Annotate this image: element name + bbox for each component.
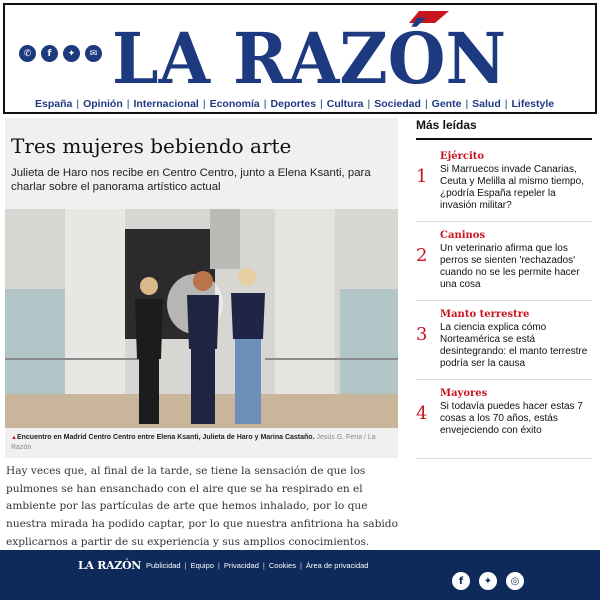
twitter-icon[interactable]: ✦ (63, 45, 80, 62)
item-headline[interactable]: Un veterinario afirma que los perros se sienten 'rechazados' cuando no se les permite hacer una cosa (440, 243, 580, 290)
rank-number: 3 (416, 324, 428, 345)
rank-number: 1 (416, 166, 428, 187)
article-body: Hay veces que, al final de la tarde, se tiene la sensación de que los pulmones se han ensanchado con el aire que se ha respirado en el ambiente por las partículas de arte que hemos inhalado, por lo que nuestra mirada ha podido captar, por lo que nuestra anfitriona ha sabido explicarnos a partir de su experiencia y sus amplios conocimientos. (6, 465, 398, 548)
site-footer (0, 550, 600, 600)
nav-item-internacional[interactable]: Internacional (133, 98, 199, 110)
header-social (19, 45, 102, 62)
item-headline[interactable]: Si todavía puedes hacer estas 7 cosas a los 70 años, estás envejeciendo con éxito (440, 401, 583, 436)
footer-link-area-privacidad[interactable]: Área de privacidad (305, 561, 369, 570)
item-category[interactable]: Manto terrestre (440, 309, 530, 320)
item-headline[interactable]: Si Marruecos invade Canarias, Ceuta y Melilla al mismo tiempo, ¿podría España repeler la invasión militar? (440, 164, 584, 211)
nav-item-opinion[interactable]: Opinión (83, 98, 123, 110)
nav-item-gente[interactable]: Gente (431, 98, 462, 110)
most-read-sidebar (416, 118, 592, 459)
most-read-title: Más leídas (416, 118, 592, 140)
article-header (5, 118, 398, 209)
footer-link-privacidad[interactable]: Privacidad (223, 561, 259, 570)
footer-links: Publicidad | Equipo | Privacidad | Cookies | Área de privacidad (146, 561, 369, 570)
footer-social (452, 572, 524, 590)
nav-item-deportes[interactable]: Deportes (270, 98, 317, 110)
email-icon[interactable]: ✉ (85, 45, 102, 62)
whatsapp-icon[interactable]: ✆ (19, 45, 36, 62)
item-category[interactable]: Mayores (440, 388, 488, 399)
footer-link-cookies[interactable]: Cookies (268, 561, 296, 570)
person-left (135, 277, 163, 424)
nav-item-cultura[interactable]: Cultura (326, 98, 364, 110)
item-category[interactable]: Caninos (440, 230, 486, 241)
article (5, 118, 398, 550)
rank-number: 4 (416, 403, 428, 424)
nav-item-sociedad[interactable]: Sociedad (374, 98, 421, 110)
site-logo[interactable] (109, 5, 509, 93)
photo-caption (5, 428, 398, 458)
list-item[interactable] (416, 301, 592, 380)
nav-item-salud[interactable]: Salud (472, 98, 501, 110)
logo-text: LA RAZÓN (112, 17, 506, 93)
twitter-icon[interactable]: ✦ (479, 572, 497, 590)
list-item[interactable] (416, 222, 592, 301)
nav-item-economia[interactable]: Economía (209, 98, 260, 110)
article-title: Tres mujeres bebiendo arte (11, 134, 292, 158)
article-subtitle: Julieta de Haro nos recibe en Centro Centro, junto a Elena Ksanti, para charlar sobre el panorama artístico actual (11, 167, 371, 193)
facebook-icon[interactable]: f (41, 45, 58, 62)
instagram-icon[interactable]: ◎ (506, 572, 524, 590)
rank-number: 2 (416, 245, 428, 266)
caption-triangle-icon: ▲ (11, 435, 17, 441)
footer-link-equipo[interactable]: Equipo (190, 561, 214, 570)
main-nav: España | Opinión | Internacional | Economía | Deportes | Cultura | Sociedad | Gente | Salud | Lifestyle (35, 98, 555, 110)
facebook-icon[interactable]: f (452, 572, 470, 590)
caption-text: Encuentro en Madrid Centro Centro entre Elena Ksanti, Julieta de Haro y Marina Castaño. (16, 434, 315, 441)
nav-item-espana[interactable]: España (35, 98, 73, 110)
list-item[interactable] (416, 380, 592, 459)
footer-link-publicidad[interactable]: Publicidad (146, 561, 181, 570)
footer-logo[interactable]: LA RAZÓN (78, 559, 142, 572)
article-photo[interactable] (5, 209, 398, 428)
caption-credit: Jesús G. Feria / La Razón (11, 434, 376, 451)
item-headline[interactable]: La ciencia explica cómo Norteamérica se está desintegrando: el manto terrestre podría ser la causa (440, 322, 588, 369)
list-item[interactable] (416, 143, 592, 222)
item-category[interactable]: Ejército (440, 151, 485, 162)
site-header (3, 3, 597, 114)
nav-item-lifestyle[interactable]: Lifestyle (511, 98, 555, 110)
